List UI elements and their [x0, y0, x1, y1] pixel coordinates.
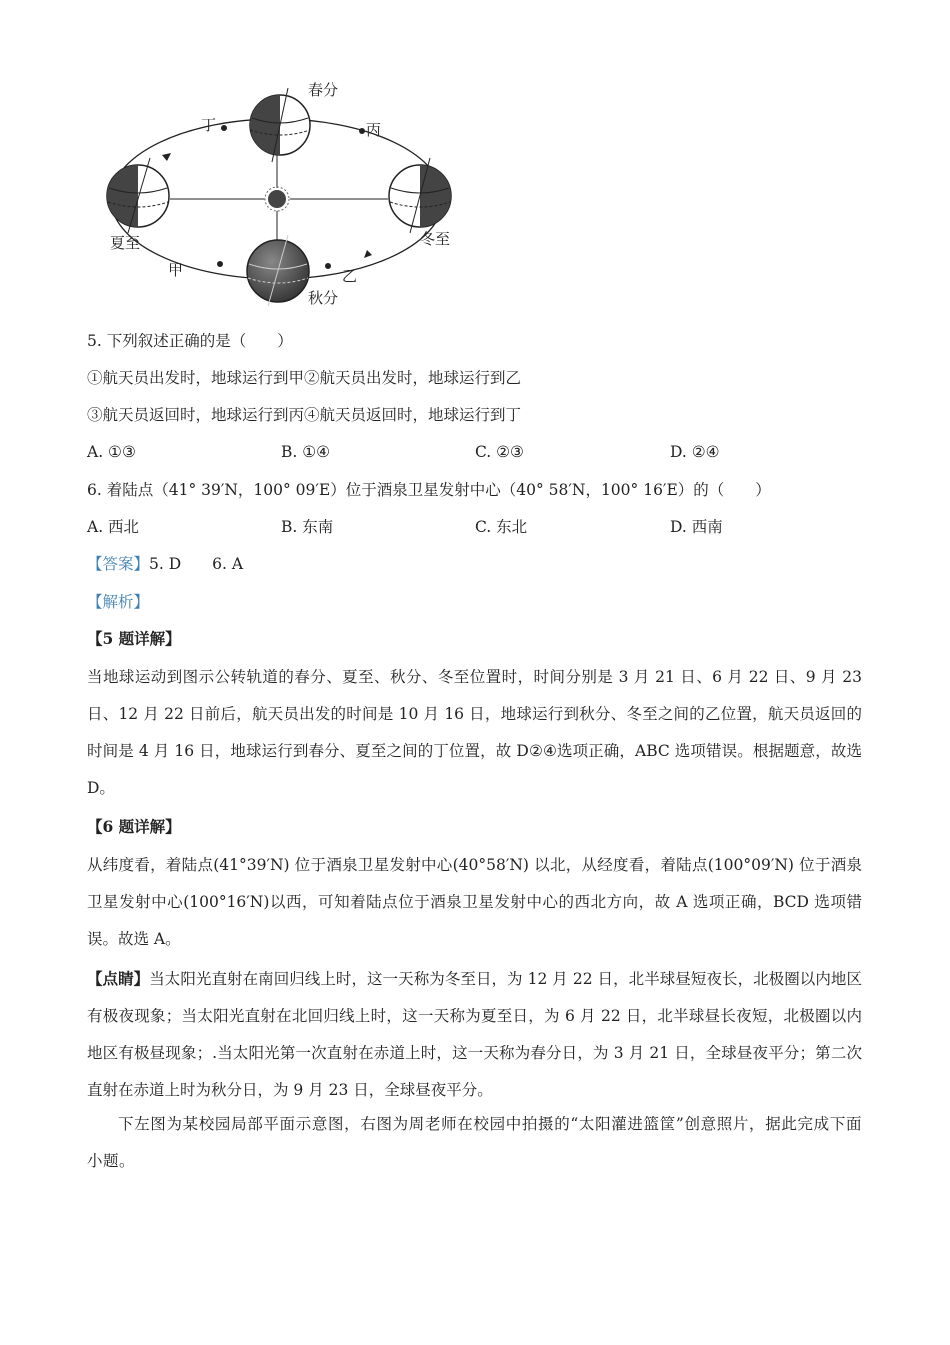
earth-spring-globe [250, 88, 310, 162]
label-spring: 春分 [308, 81, 339, 99]
detail5-title: 【5 题详解】 [87, 629, 181, 648]
earth-autumn-globe [247, 235, 309, 306]
earth-orbit-diagram [100, 78, 470, 314]
tip-paragraph [87, 960, 862, 1109]
label-yi: 乙 [342, 267, 358, 285]
next-intro: 下左图为某校园局部平面示意图，右图为周老师在校园中拍摄的“太阳灌进篮筐”创意照片，据此完成下面小题。 [87, 1115, 862, 1170]
answer-line [87, 553, 243, 575]
q5-option-c: C. ②③ [475, 443, 524, 461]
q6-option-b: B. 东南 [281, 518, 334, 536]
q5-stem: 5. 下列叙述正确的是（ ） [87, 332, 293, 350]
earth-summer-globe [107, 158, 169, 233]
detail6-title: 【6 题详解】 [87, 817, 181, 836]
q5-option-a: A. ①③ [87, 443, 136, 461]
answer-text: 5. D 6. A [149, 555, 244, 573]
label-jia: 甲 [168, 261, 184, 279]
label-winter: 冬至 [420, 230, 451, 248]
detail6-text: 从纬度看，着陆点(41°39′N) 位于酒泉卫星发射中心(40°58′N) 以北，从经度看，着陆点(100°09′N) 位于酒泉卫星发射中心(100°16′N)以西，可知着陆点位于酒泉卫星发射中心的西北方向，故 A 选项正确，BCD 选项错误。故选 A。 [87, 856, 862, 948]
sun-icon [265, 187, 289, 211]
tip-tag: 【点睛】 [87, 969, 150, 988]
label-ding: 丁 [201, 116, 217, 134]
q5-option-b: B. ①④ [281, 443, 331, 461]
earth-winter-globe [389, 158, 451, 233]
analysis-tag: 【解析】 [87, 593, 150, 611]
q6-stem: 6. 着陆点（41° 39′N，100° 09′E）位于酒泉卫星发射中心（40° 58′N，100° 16′E）的（ ） [87, 481, 771, 499]
q5-statement-2: ③航天员返回时，地球运行到丙④航天员返回时，地球运行到丁 [87, 406, 522, 424]
q5-option-d: D. ②④ [670, 443, 720, 461]
q6-option-c: C. 东北 [475, 518, 528, 536]
q6-option-a: A. 西北 [87, 518, 140, 536]
answer-tag: 【答案】 [87, 555, 150, 573]
label-summer: 夏至 [110, 234, 141, 252]
detail5-text: 当地球运动到图示公转轨道的春分、夏至、秋分、冬至位置时，时间分别是 3 月 21 日、6 月 22 日、9 月 23 日、12 月 22 日前后，航天员出发的时间是 10 月 16 日，地球运行到秋分、冬至之间的乙位置，航天员返回的时间是 4 月 16 日，地球运行到春分、夏至之间的丁位置，故 D②④选项正确，ABC 选项错误。根据题意，故选 D。 [87, 668, 862, 797]
label-autumn: 秋分 [308, 289, 339, 307]
q5-statement-1: ①航天员出发时，地球运行到甲②航天员出发时，地球运行到乙 [87, 369, 522, 387]
tip-text: 当太阳光直射在南回归线上时，这一天称为冬至日，为 12 月 22 日，北半球昼短夜长，北极圈以内地区有极夜现象；当太阳光直射在北回归线上时，这一天称为夏至日，为 6 月 22 日，北半球昼长夜短，北极圈以内地区有极昼现象；.当太阳光第一次直射在赤道上时，这一天称为春分日，为 3 月 21 日，全球昼夜平分；第二次直射在赤道上时为秋分日，为 9 月 23 日，全球昼夜平分。 [87, 970, 862, 1099]
label-bing: 丙 [366, 121, 382, 139]
q6-option-d: D. 西南 [670, 518, 723, 536]
